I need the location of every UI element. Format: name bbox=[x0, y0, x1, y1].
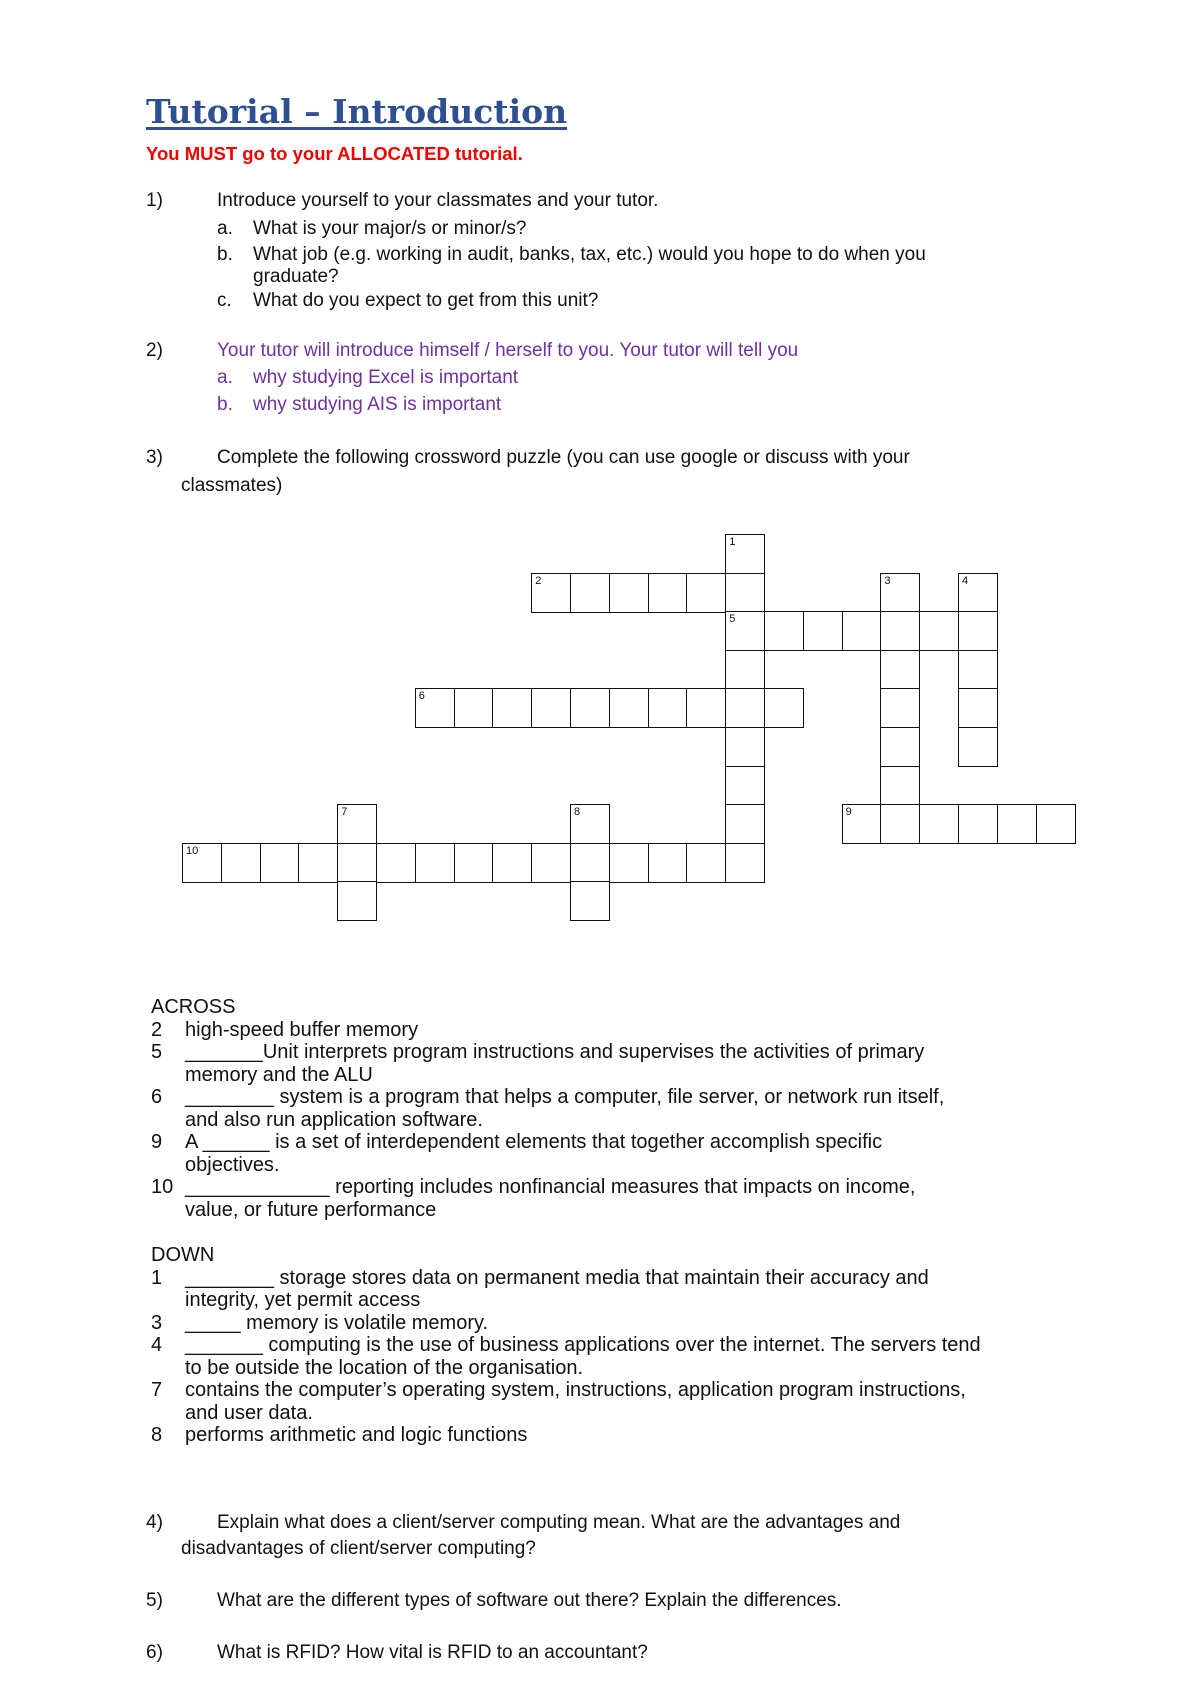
q1c-label: c. bbox=[217, 290, 232, 311]
crossword-clue-number: 4 bbox=[962, 574, 969, 587]
q6-number: 6) bbox=[146, 1642, 163, 1663]
crossword-clue-number: 10 bbox=[186, 844, 199, 857]
down-clue-text: ________ storage stores data on permanent media that maintain their accuracy and bbox=[185, 1266, 929, 1289]
down-clue-text: _______ computing is the use of business applications over the internet. The servers tend bbox=[185, 1334, 981, 1356]
q3-continuation: classmates) bbox=[181, 475, 283, 496]
q2a-label: a. bbox=[217, 367, 233, 388]
q1b-text: What job (e.g. working in audit, banks, tax, etc.) would you hope to do when you bbox=[253, 244, 926, 265]
across-clue-text: objectives. bbox=[185, 1153, 280, 1176]
across-clue-text: _____________ reporting includes nonfinancial measures that impacts on income, bbox=[185, 1176, 916, 1198]
q5-number: 5) bbox=[146, 1590, 163, 1611]
across-clue-text: ________ system is a program that helps a computer, file server, or network run itself, bbox=[185, 1086, 945, 1108]
across-clue-text: _______Unit interprets program instructions and supervises the activities of primary bbox=[185, 1041, 925, 1063]
across-clue-number: 2 bbox=[151, 1018, 163, 1041]
crossword-clue-number: 7 bbox=[341, 806, 348, 819]
q1c-text: What do you expect to get from this unit? bbox=[253, 290, 599, 311]
q1-number: 1) bbox=[146, 190, 163, 211]
q2-number: 2) bbox=[146, 340, 163, 361]
down-clue-number: 7 bbox=[151, 1379, 163, 1401]
crossword-clue-number: 5 bbox=[729, 613, 736, 626]
crossword-clue-number: 8 bbox=[574, 806, 581, 819]
q1b-label: b. bbox=[217, 244, 233, 265]
down-clue-number: 3 bbox=[151, 1311, 163, 1334]
q1b-continuation: graduate? bbox=[253, 266, 339, 287]
across-clue-text: memory and the ALU bbox=[185, 1063, 373, 1086]
q5-text: What are the different types of software out there? Explain the differences. bbox=[217, 1590, 842, 1611]
q2a-text: why studying Excel is important bbox=[253, 367, 519, 388]
across-clue-number: 6 bbox=[151, 1086, 163, 1108]
allocation-warning: You MUST go to your ALLOCATED tutorial. bbox=[146, 143, 523, 164]
q2b-text: why studying AIS is important bbox=[253, 394, 502, 415]
down-clue-number: 8 bbox=[151, 1424, 163, 1446]
across-clue-text: value, or future performance bbox=[185, 1198, 437, 1221]
across-clue-text: high-speed buffer memory bbox=[185, 1018, 419, 1041]
q2-text: Your tutor will introduce himself / herself to you. Your tutor will tell you bbox=[217, 340, 799, 361]
q2b-label: b. bbox=[217, 394, 233, 415]
q1-text: Introduce yourself to your classmates and your tutor. bbox=[217, 190, 659, 211]
q4-continuation: disadvantages of client/server computing? bbox=[181, 1538, 536, 1559]
q6-text: What is RFID? How vital is RFID to an accountant? bbox=[217, 1642, 648, 1663]
down-clue-text: _____ memory is volatile memory. bbox=[185, 1311, 489, 1334]
q4-number: 4) bbox=[146, 1512, 163, 1533]
crossword-clue-number: 9 bbox=[845, 806, 852, 819]
crossword-clues bbox=[151, 0, 1171, 1698]
down-clue-text: integrity, yet permit access bbox=[185, 1289, 421, 1311]
crossword-clue-number: 2 bbox=[535, 574, 542, 587]
across-clue-text: A ______ is a set of interdependent elements that together accomplish specific bbox=[185, 1131, 883, 1153]
down-clue-number: 4 bbox=[151, 1334, 163, 1356]
q1a-label: a. bbox=[217, 218, 233, 239]
across-clue-number: 9 bbox=[151, 1131, 163, 1153]
down-heading: DOWN bbox=[151, 1244, 215, 1266]
q3-text: Complete the following crossword puzzle (you can use google or discuss with your bbox=[217, 447, 910, 468]
across-clue-text: and also run application software. bbox=[185, 1108, 483, 1131]
q1a-text: What is your major/s or minor/s? bbox=[253, 218, 527, 239]
crossword-clue-number: 6 bbox=[418, 690, 425, 703]
across-clue-number: 10 bbox=[151, 1176, 174, 1198]
down-clue-number: 1 bbox=[151, 1266, 163, 1289]
page-title: Tutorial – Introduction bbox=[146, 92, 568, 131]
across-heading: ACROSS bbox=[151, 996, 236, 1018]
down-clue-text: to be outside the location of the organisation. bbox=[185, 1356, 584, 1379]
across-clue-number: 5 bbox=[151, 1041, 163, 1063]
down-clue-text: performs arithmetic and logic functions bbox=[185, 1424, 528, 1446]
crossword-clue-number: 3 bbox=[884, 574, 891, 587]
down-clue-text: contains the computer’s operating system, instructions, application program instructions, bbox=[185, 1379, 966, 1401]
q3-number: 3) bbox=[146, 447, 163, 468]
q4-text: Explain what does a client/server computing mean. What are the advantages and bbox=[217, 1512, 901, 1533]
crossword-clue-number: 1 bbox=[729, 536, 736, 548]
down-clue-text: and user data. bbox=[185, 1401, 313, 1424]
